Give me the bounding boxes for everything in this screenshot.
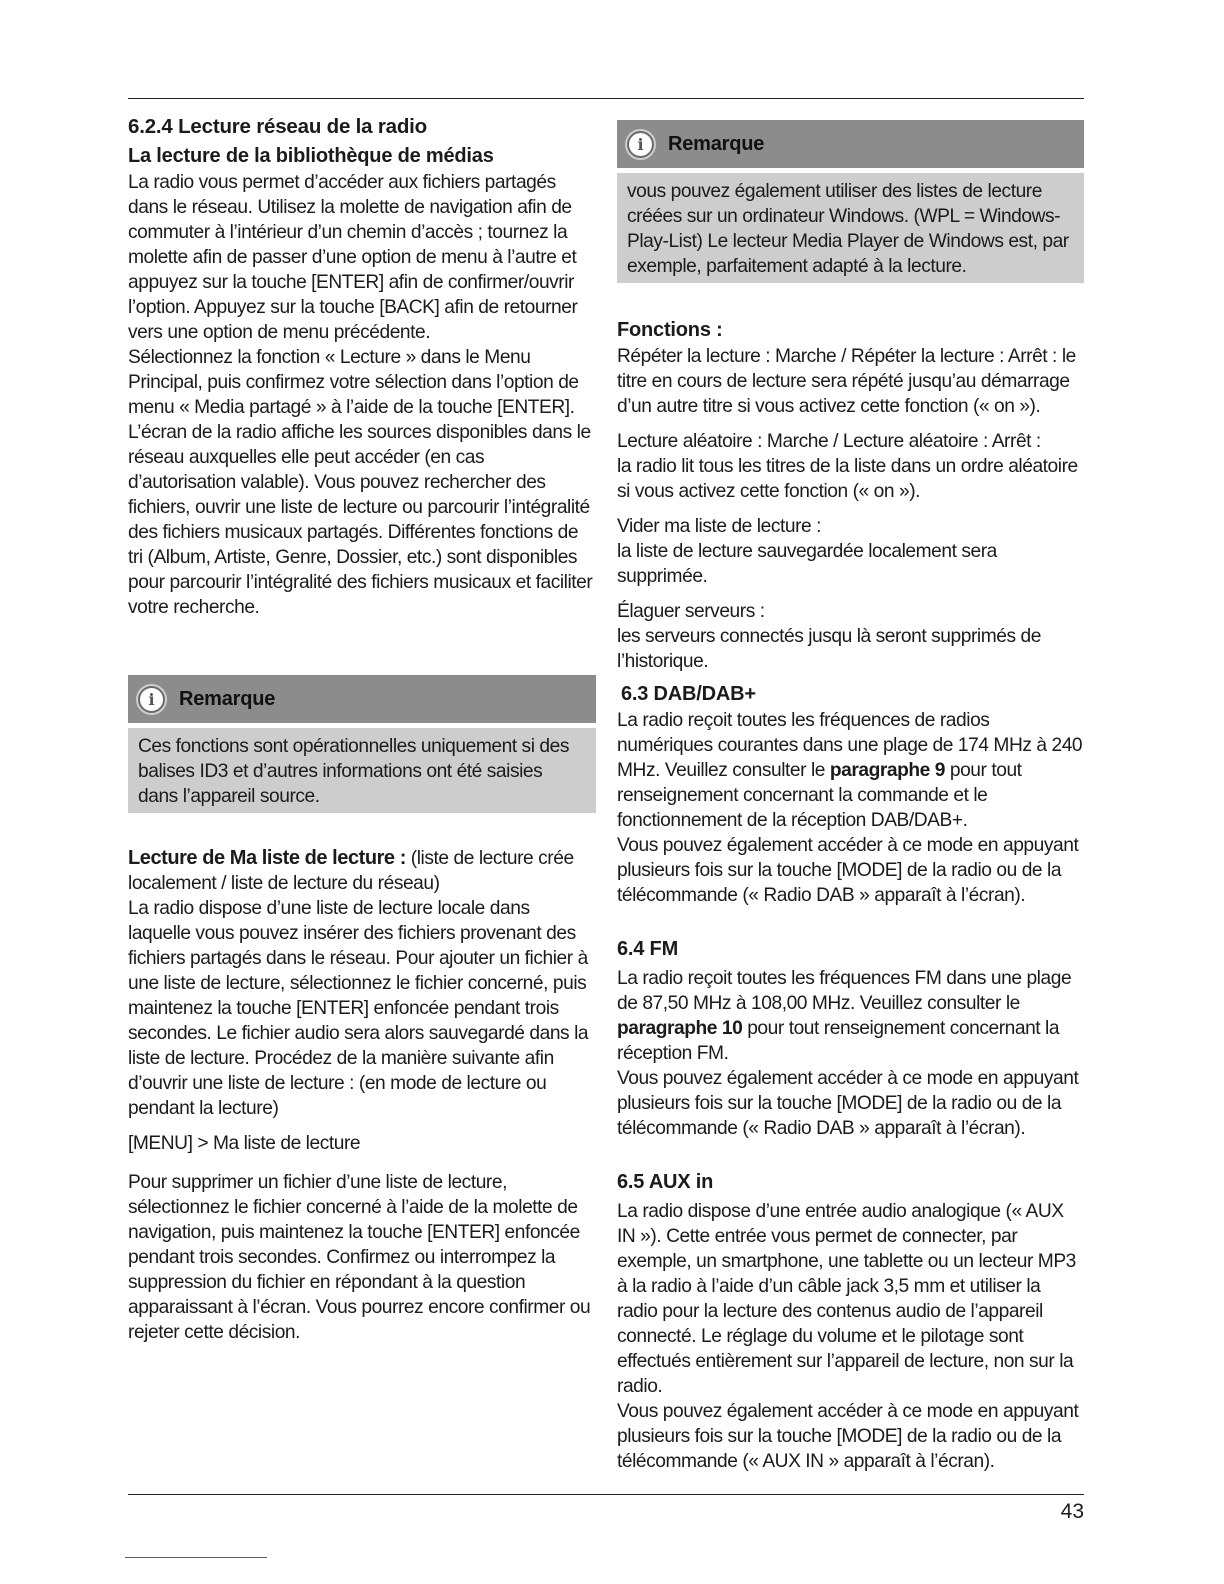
selection-paragraph: Sélectionnez la fonction « Lecture » dans le Menu Principal, puis confirmez votre sélection dans l’option de menu « Media partagé » à l’aide de la touche [ENTER]. L’écran de la radio affiche les sources disponibles dans le réseau auxquelles elle peut accéder (en cas d’autorisation valable). Vous pouvez rechercher des fichiers, ouvrir une liste de lecture ou parcourir l’intégralité des fichiers musicaux partagés. Différentes fonctions de tri (Album, Artiste, Genre, Dossier, etc.) sont disponibles pour parcourir l’intégralité des fichiers musicaux et faciliter votre recherche. bbox=[128, 347, 593, 618]
dab-paragraph-ref: paragraphe 9 bbox=[829, 760, 945, 781]
playlist-intro bbox=[128, 846, 596, 896]
note-body bbox=[617, 173, 1084, 283]
section-title: 6.2.4 Lecture réseau de la radio bbox=[128, 115, 427, 138]
note-header bbox=[617, 120, 1084, 168]
shuffle-text: la radio lit tous les titres de la liste dans un ordre aléatoire si vous activez cette fonction (« on »). bbox=[617, 456, 1078, 502]
note-title: Remarque bbox=[668, 132, 765, 155]
fm-paragraph bbox=[617, 966, 1084, 1066]
page-number: 43 bbox=[1060, 1500, 1084, 1523]
fm-heading: 6.4 FM bbox=[617, 938, 679, 960]
playlist-paragraph: La radio dispose d’une liste de lecture locale dans laquelle vous pouvez insérer des fichiers provenant des fichiers partagés dans le réseau. Pour ajouter un fichier à une liste de lecture, sélectionnez le fichier concerné, puis maintenez la touche [ENTER] enfoncée pendant trois secondes. Le fichier audio sera alors sauvegardé dans la liste de lecture. Procédez de la manière suivante afin d’ouvrir une liste de lecture : (en mode de lecture ou pendant la lecture) bbox=[128, 898, 589, 1119]
repeat-text: Répéter la lecture : Marche / Répéter la lecture : Arrêt : le titre en cours de lecture sera répété jusqu’au démarrage d’un autre titre si vous activez cette fonction (« on »). bbox=[617, 346, 1076, 417]
fm-paragraph-ref: paragraphe 10 bbox=[617, 1018, 743, 1039]
shuffle-title: Lecture aléatoire : Marche / Lecture aléatoire : Arrêt : bbox=[617, 431, 1041, 452]
playlist-heading: Lecture de Ma liste de lecture : bbox=[128, 847, 406, 869]
bottom-rule bbox=[128, 1494, 1084, 1495]
fm-mode-text: Vous pouvez également accéder à ce mode en appuyant plusieurs fois sur la touche [MODE] de la radio ou de la télécommande (« Radio DAB » apparaît à l’écran). bbox=[617, 1068, 1079, 1139]
note-body bbox=[128, 728, 596, 813]
footer-link-underline bbox=[125, 1557, 267, 1558]
clear-title: Vider ma liste de lecture : bbox=[617, 516, 821, 537]
aux-heading: 6.5 AUX in bbox=[617, 1171, 714, 1193]
dab-heading: 6.3 DAB/DAB+ bbox=[621, 683, 756, 705]
delete-paragraph: Pour supprimer un fichier d’une liste de lecture, sélectionnez le fichier concerné à l’aide de la molette de navigation, puis maintenez la touche [ENTER] enfoncée pendant trois secondes. Confirmez ou interrompez la suppression du fichier en répondant à la question apparaissant à l’écran. Vous pourrez encore confirmer ou rejeter cette décision. bbox=[128, 1172, 591, 1343]
note-text: vous pouvez également utiliser des listes de lecture créées sur un ordinateur Windows. (WPL = Windows-Play-List) Le lecteur Media Player de Windows est, par exemple, parfaitement adapté à la lecture. bbox=[627, 181, 1069, 277]
prune-title: Élaguer serveurs : bbox=[617, 601, 765, 622]
note-box-right bbox=[617, 120, 1084, 283]
aux-mode-text: Vous pouvez également accéder à ce mode en appuyant plusieurs fois sur la touche [MODE] de la radio ou de la télécommande (« AUX IN » apparaît à l’écran). bbox=[617, 1401, 1079, 1472]
functions-heading: Fonctions : bbox=[617, 319, 723, 341]
prune-text: les serveurs connectés jusqu là seront supprimés de l’historique. bbox=[617, 626, 1041, 672]
fm-text-before: La radio reçoit toutes les fréquences FM dans une plage de 87,50 MHz à 108,00 MHz. Veuillez consulter le bbox=[617, 968, 1072, 1014]
dab-mode-text: Vous pouvez également accéder à ce mode en appuyant plusieurs fois sur la touche [MODE] de la radio ou de la télécommande (« Radio DAB » apparaît à l’écran). bbox=[617, 835, 1079, 906]
left-column bbox=[128, 112, 596, 1345]
clear-text: la liste de lecture sauvegardée localement sera supprimée. bbox=[617, 541, 997, 587]
aux-text: La radio dispose d’une entrée audio analogique (« AUX IN »). Cette entrée vous permet de connecter, par exemple, un smartphone, une tablette ou un lecteur MP3 à la radio à l’aide d’un câble jack 3,5 mm et utiliser la radio pour la lecture des contenus audio de l’appareil connecté. Le réglage du volume et le pilotage sont effectués entièrement sur l’appareil de lecture, non sur la radio. bbox=[617, 1201, 1076, 1397]
note-text: Ces fonctions sont opérationnelles uniquement si des balises ID3 et d’autres informations ont été saisies dans l’appareil source. bbox=[138, 736, 569, 807]
info-icon: i bbox=[627, 131, 654, 158]
note-box-left bbox=[128, 675, 596, 813]
intro-paragraph: La radio vous permet d’accéder aux fichiers partagés dans le réseau. Utilisez la molette de navigation afin de commuter à l’intérieur d’un chemin d’accès ; tournez la molette afin de passer d’une option de menu à l’autre et appuyez sur la touche [ENTER] afin de confirmer/ouvrir l’option. Appuyez sur la touche [BACK] afin de retourner vers une option de menu précédente. bbox=[128, 172, 578, 343]
top-rule bbox=[128, 98, 1084, 99]
info-icon: i bbox=[138, 686, 165, 713]
dab-text-before: La radio reçoit toutes les fréquences de radios numériques courantes dans une plage de 174 MHz à 240 MHz. Veuillez consulter le bbox=[617, 710, 1083, 781]
note-title: Remarque bbox=[179, 687, 276, 710]
note-header bbox=[128, 675, 596, 723]
subheading: La lecture de la bibliothèque de médias bbox=[128, 145, 494, 167]
playlist-heading-suffix: (liste de lecture crée localement / liste de lecture du réseau) bbox=[128, 848, 574, 894]
dab-paragraph bbox=[617, 708, 1084, 833]
right-column bbox=[617, 120, 1084, 1474]
fm-text-after: pour tout renseignement concernant la réception FM. bbox=[617, 1018, 1060, 1064]
dab-text-after: pour tout renseignement concernant la commande et le fonctionnement de la réception DAB/DAB+. bbox=[617, 760, 1022, 831]
menu-path: [MENU] > Ma liste de lecture bbox=[128, 1133, 361, 1154]
